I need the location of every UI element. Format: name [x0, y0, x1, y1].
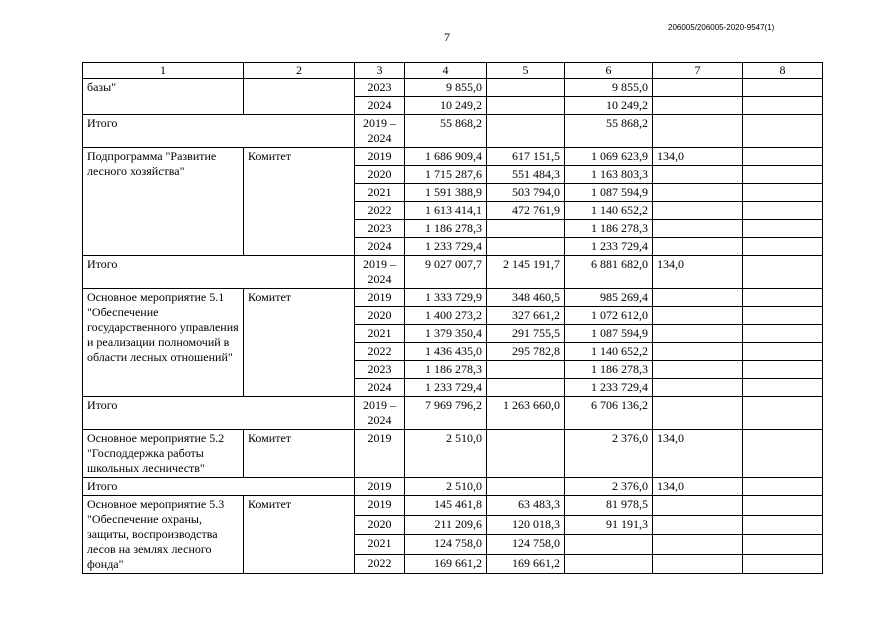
other-cell	[743, 289, 823, 307]
other-cell	[743, 379, 823, 397]
regional-cell: 9 855,0	[565, 79, 653, 97]
other-cell	[743, 515, 823, 535]
regional-cell: 1 186 278,3	[565, 220, 653, 238]
year-cell: 2019	[355, 430, 405, 478]
other-cell	[743, 220, 823, 238]
total-cell: 1 233 729,4	[405, 379, 487, 397]
regional-cell: 1 233 729,4	[565, 238, 653, 256]
total-cell: 9 855,0	[405, 79, 487, 97]
table-body	[83, 79, 823, 574]
federal-cell	[487, 79, 565, 97]
year-cell: 2019 – 2024	[355, 397, 405, 430]
table-row	[83, 496, 823, 516]
year-cell: 2022	[355, 202, 405, 220]
federal-cell: 124 758,0	[487, 535, 565, 555]
local-cell	[653, 535, 743, 555]
year-cell: 2019	[355, 289, 405, 307]
item-name-cell: Итого	[83, 397, 355, 430]
regional-cell: 1 233 729,4	[565, 379, 653, 397]
total-cell: 2 510,0	[405, 478, 487, 496]
local-cell	[653, 220, 743, 238]
federal-cell	[487, 478, 565, 496]
other-cell	[743, 478, 823, 496]
total-cell: 7 969 796,2	[405, 397, 487, 430]
item-name-cell: Основное мероприятие 5.3 "Обеспечение охраны, защиты, воспроизводства лесов на землях лесного фонда"	[83, 496, 244, 574]
item-name-cell: Подпрограмма "Развитие лесного хозяйства"	[83, 148, 244, 256]
federal-cell	[487, 430, 565, 478]
total-cell: 1 613 414,1	[405, 202, 487, 220]
federal-cell: 472 761,9	[487, 202, 565, 220]
regional-cell: 985 269,4	[565, 289, 653, 307]
local-cell: 134,0	[653, 148, 743, 166]
total-cell: 1 186 278,3	[405, 361, 487, 379]
document-code: 206005/206005-2020-9547(1)	[668, 23, 775, 32]
other-cell	[743, 496, 823, 516]
total-cell: 9 027 007,7	[405, 256, 487, 289]
local-cell	[653, 238, 743, 256]
column-number-5: 5	[487, 63, 565, 79]
other-cell	[743, 325, 823, 343]
item-name-cell: Итого	[83, 256, 355, 289]
year-cell: 2021	[355, 535, 405, 555]
federal-cell: 551 484,3	[487, 166, 565, 184]
local-cell	[653, 554, 743, 574]
year-cell: 2022	[355, 343, 405, 361]
other-cell	[743, 115, 823, 148]
local-cell	[653, 397, 743, 430]
table-row	[83, 148, 823, 166]
federal-cell: 503 794,0	[487, 184, 565, 202]
year-cell: 2021	[355, 184, 405, 202]
regional-cell: 1 087 594,9	[565, 325, 653, 343]
column-number-row	[83, 63, 823, 79]
other-cell	[743, 430, 823, 478]
executor-cell	[244, 79, 355, 115]
local-cell	[653, 379, 743, 397]
regional-cell: 1 069 623,9	[565, 148, 653, 166]
local-cell	[653, 307, 743, 325]
year-cell: 2023	[355, 79, 405, 97]
year-cell: 2019	[355, 478, 405, 496]
total-cell: 1 686 909,4	[405, 148, 487, 166]
table-row	[83, 478, 823, 496]
total-cell: 169 661,2	[405, 554, 487, 574]
total-cell: 1 715 287,6	[405, 166, 487, 184]
regional-cell: 2 376,0	[565, 478, 653, 496]
year-cell: 2024	[355, 379, 405, 397]
item-name-cell: Основное мероприятие 5.2 "Господдержка работы школьных лесничеств"	[83, 430, 244, 478]
total-cell: 1 400 273,2	[405, 307, 487, 325]
year-cell: 2023	[355, 361, 405, 379]
federal-cell: 291 755,5	[487, 325, 565, 343]
other-cell	[743, 554, 823, 574]
other-cell	[743, 238, 823, 256]
item-name-cell: Основное мероприятие 5.1 "Обеспечение государственного управления и реализации полномочий в области лесных отношений"	[83, 289, 244, 397]
federal-cell	[487, 379, 565, 397]
year-cell: 2020	[355, 515, 405, 535]
total-cell: 211 209,6	[405, 515, 487, 535]
table-row	[83, 397, 823, 430]
column-number-4: 4	[405, 63, 487, 79]
other-cell	[743, 148, 823, 166]
regional-cell: 2 376,0	[565, 430, 653, 478]
year-cell: 2024	[355, 238, 405, 256]
year-cell: 2020	[355, 307, 405, 325]
year-cell: 2019	[355, 496, 405, 516]
local-cell	[653, 166, 743, 184]
regional-cell: 10 249,2	[565, 97, 653, 115]
federal-cell: 120 018,3	[487, 515, 565, 535]
year-cell: 2019 – 2024	[355, 115, 405, 148]
federal-cell: 63 483,3	[487, 496, 565, 516]
other-cell	[743, 361, 823, 379]
regional-cell: 1 140 652,2	[565, 343, 653, 361]
total-cell: 1 436 435,0	[405, 343, 487, 361]
local-cell	[653, 97, 743, 115]
table-row	[83, 115, 823, 148]
local-cell: 134,0	[653, 478, 743, 496]
item-name-cell: Итого	[83, 478, 355, 496]
regional-cell: 55 868,2	[565, 115, 653, 148]
local-cell	[653, 79, 743, 97]
local-cell	[653, 115, 743, 148]
column-number-7: 7	[653, 63, 743, 79]
federal-cell: 617 151,5	[487, 148, 565, 166]
federal-cell: 327 661,2	[487, 307, 565, 325]
regional-cell: 1 072 612,0	[565, 307, 653, 325]
total-cell: 1 233 729,4	[405, 238, 487, 256]
other-cell	[743, 343, 823, 361]
regional-cell: 6 881 682,0	[565, 256, 653, 289]
total-cell: 1 186 278,3	[405, 220, 487, 238]
total-cell: 55 868,2	[405, 115, 487, 148]
local-cell	[653, 325, 743, 343]
federal-cell	[487, 115, 565, 148]
item-name-cell: Итого	[83, 115, 355, 148]
other-cell	[743, 166, 823, 184]
executor-cell: Комитет	[244, 289, 355, 397]
year-cell: 2020	[355, 166, 405, 184]
other-cell	[743, 535, 823, 555]
table-row	[83, 256, 823, 289]
year-cell: 2021	[355, 325, 405, 343]
local-cell	[653, 289, 743, 307]
local-cell: 134,0	[653, 430, 743, 478]
column-number-8: 8	[743, 63, 823, 79]
total-cell: 145 461,8	[405, 496, 487, 516]
year-cell: 2023	[355, 220, 405, 238]
column-number-3: 3	[355, 63, 405, 79]
local-cell: 134,0	[653, 256, 743, 289]
regional-cell	[565, 535, 653, 555]
other-cell	[743, 202, 823, 220]
table-row	[83, 289, 823, 307]
regional-cell: 91 191,3	[565, 515, 653, 535]
federal-cell	[487, 238, 565, 256]
regional-cell	[565, 554, 653, 574]
budget-table	[82, 62, 823, 574]
federal-cell: 2 145 191,7	[487, 256, 565, 289]
other-cell	[743, 79, 823, 97]
total-cell: 124 758,0	[405, 535, 487, 555]
column-number-2: 2	[244, 63, 355, 79]
other-cell	[743, 184, 823, 202]
regional-cell: 1 186 278,3	[565, 361, 653, 379]
regional-cell: 6 706 136,2	[565, 397, 653, 430]
total-cell: 1 591 388,9	[405, 184, 487, 202]
federal-cell: 1 263 660,0	[487, 397, 565, 430]
total-cell: 2 510,0	[405, 430, 487, 478]
year-cell: 2024	[355, 97, 405, 115]
executor-cell: Комитет	[244, 430, 355, 478]
local-cell	[653, 515, 743, 535]
regional-cell: 1 087 594,9	[565, 184, 653, 202]
regional-cell: 1 163 803,3	[565, 166, 653, 184]
federal-cell: 295 782,8	[487, 343, 565, 361]
column-number-1: 1	[83, 63, 244, 79]
local-cell	[653, 343, 743, 361]
federal-cell	[487, 220, 565, 238]
local-cell	[653, 361, 743, 379]
other-cell	[743, 397, 823, 430]
executor-cell: Комитет	[244, 496, 355, 574]
column-number-6: 6	[565, 63, 653, 79]
item-name-cell: базы"	[83, 79, 244, 115]
regional-cell: 81 978,5	[565, 496, 653, 516]
local-cell	[653, 202, 743, 220]
executor-cell: Комитет	[244, 148, 355, 256]
page-number: 7	[444, 30, 450, 44]
regional-cell: 1 140 652,2	[565, 202, 653, 220]
federal-cell	[487, 97, 565, 115]
federal-cell: 348 460,5	[487, 289, 565, 307]
year-cell: 2019	[355, 148, 405, 166]
total-cell: 10 249,2	[405, 97, 487, 115]
local-cell	[653, 184, 743, 202]
other-cell	[743, 97, 823, 115]
local-cell	[653, 496, 743, 516]
year-cell: 2019 – 2024	[355, 256, 405, 289]
federal-cell	[487, 361, 565, 379]
table-row	[83, 79, 823, 97]
year-cell: 2022	[355, 554, 405, 574]
other-cell	[743, 256, 823, 289]
federal-cell: 169 661,2	[487, 554, 565, 574]
total-cell: 1 379 350,4	[405, 325, 487, 343]
table-row	[83, 430, 823, 478]
other-cell	[743, 307, 823, 325]
total-cell: 1 333 729,9	[405, 289, 487, 307]
